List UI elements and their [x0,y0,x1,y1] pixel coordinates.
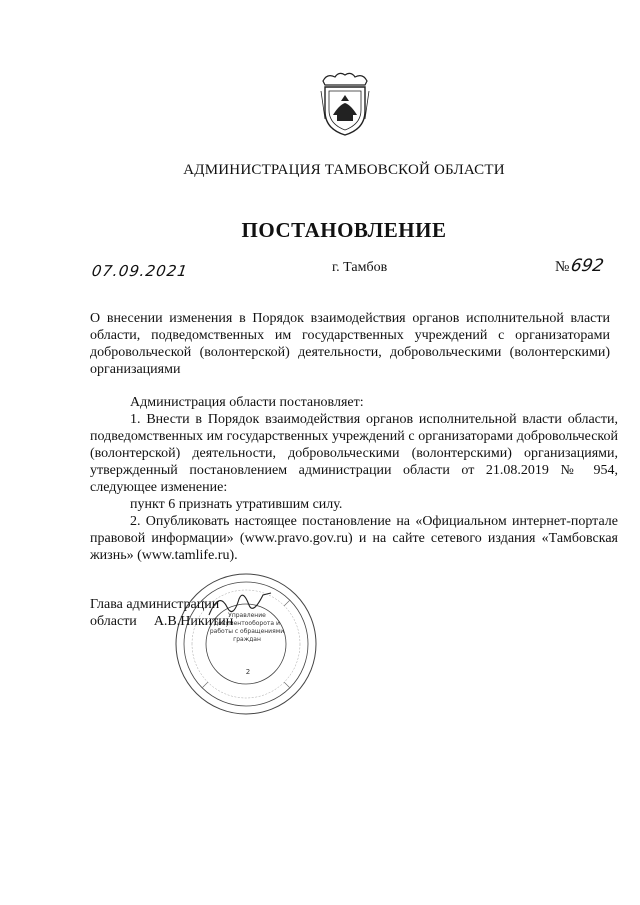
body-item-1: 1. Внести в Порядок взаимодействия органов исполнительной власти области, подведомственных им государственных учреждений с организаторами добровольческой (волонтерской) деятельности, добровольческими (волонтерскими) организациями, утвержденный постановлением администрации области от 21.08.2019 № 954, следующее изменение: [90,412,618,495]
signature-position: Глава администрации [90,597,220,612]
document-type-title: ПОСТАНОВЛЕНИЕ [241,218,447,242]
body-intro: Администрация области постановляет: [130,395,364,410]
tambov-coat-of-arms-icon [317,71,373,137]
signature-position-region: области [90,614,137,629]
handwritten-signature [205,585,275,625]
document-subject: О внесении изменения в Порядок взаимодействия органов исполнительной власти области, подведомственных им государственных учреждений с организаторами добровольческой (волонтерской) деятельности, добровольческими (волонтерскими) организациями [90,311,610,377]
document-number [555,256,604,276]
organization-name: АДМИНИСТРАЦИЯ ТАМБОВСКОЙ ОБЛАСТИ [183,162,505,178]
number-value: 692 [569,256,606,276]
stamp-number: 2 [245,668,251,676]
number-label: № [555,259,570,275]
body-item-1-change: пункт 6 признать утратившим силу. [130,497,343,512]
document-date: 07.09.2021 [90,262,190,280]
signatory-name: А.В.Никитин [153,614,234,629]
stamp-center-text: Управление документооборота и работы с обращениями граждан [209,612,285,643]
body-item-2: 2. Опубликовать настоящее постановление на «Официальном интернет-портале правовой информации» (www.pravo.gov.ru) и на сайте сетевого издания «Тамбовская жизнь» (www.tamlife.ru). [90,514,618,563]
document-city: г. Тамбов [332,260,388,275]
document-body [90,394,618,564]
